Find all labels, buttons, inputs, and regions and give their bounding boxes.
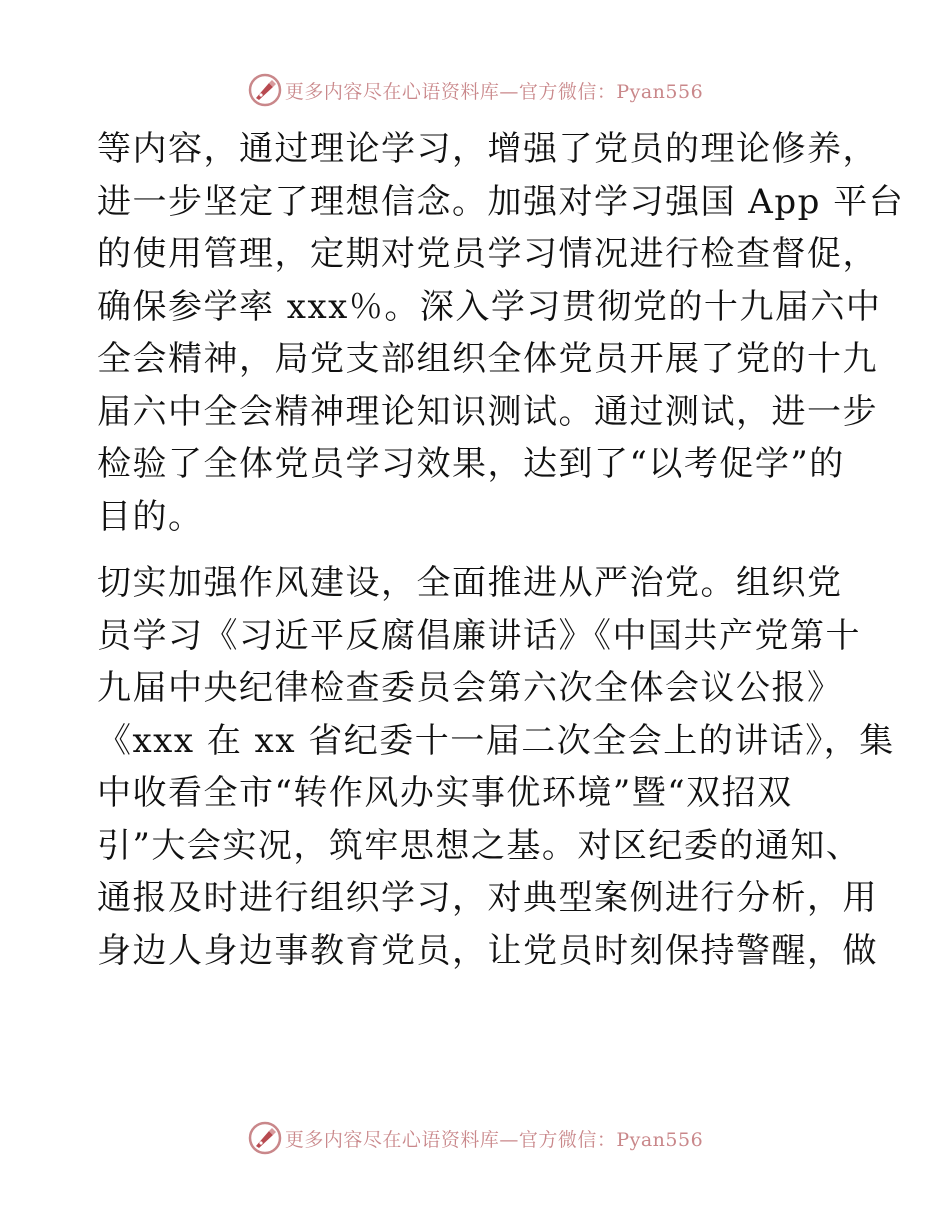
text-line: 九届中央纪律检查委员会第六次全体会议公报》 bbox=[97, 668, 843, 708]
text-line: 检验了全体党员学习效果，达到了“以考促学”的 bbox=[97, 444, 845, 484]
header-banner bbox=[0, 70, 950, 110]
text-line: 全会精神，局党支部组织全体党员开展了党的十九 bbox=[97, 339, 878, 379]
pen-nib-logo-icon bbox=[247, 1120, 283, 1156]
text-line: 切实加强作风建设，全面推进从严治党。组织党 bbox=[97, 563, 843, 603]
paragraph-1 bbox=[97, 123, 905, 543]
text-line: 《xxx 在 xx 省纪委十一届二次全会上的讲话》，集 bbox=[97, 720, 895, 761]
pen-nib-logo-icon bbox=[247, 72, 283, 108]
text-line: 届六中全会精神理论知识测试。通过测试，进一步 bbox=[97, 391, 878, 432]
text-line: 身边人身边事教育党员，让党员时刻保持警醒，做 bbox=[97, 930, 878, 971]
text-line: 引”大会实况，筑牢思想之基。对区纪委的通知、 bbox=[97, 825, 862, 866]
text-line: 目的。 bbox=[97, 496, 204, 537]
header-banner-text: 更多内容尽在心语资料库—官方微信：Pyan556 bbox=[284, 80, 704, 103]
text-line: 等内容，通过理论学习，增强了党员的理论修养， bbox=[97, 129, 878, 169]
text-line: 员学习《习近平反腐倡廉讲话》《中国共产党第十 bbox=[97, 615, 861, 656]
text-line: 进一步坚定了理想信念。加强对学习强国 App 平台 bbox=[97, 181, 905, 222]
text-line: 的使用管理，定期对党员学习情况进行检查督促， bbox=[97, 234, 878, 274]
text-line: 确保参学率 xxx％。深入学习贯彻党的十九届六中 bbox=[97, 286, 882, 327]
document-body bbox=[97, 123, 905, 977]
text-line: 中收看全市“转作风办实事优环境”暨“双招双 bbox=[97, 773, 793, 813]
text-line: 通报及时进行组织学习，对典型案例进行分析，用 bbox=[97, 878, 878, 918]
footer-banner bbox=[0, 1118, 950, 1158]
paragraph-2 bbox=[97, 557, 895, 977]
footer-banner-text: 更多内容尽在心语资料库—官方微信：Pyan556 bbox=[284, 1128, 704, 1151]
